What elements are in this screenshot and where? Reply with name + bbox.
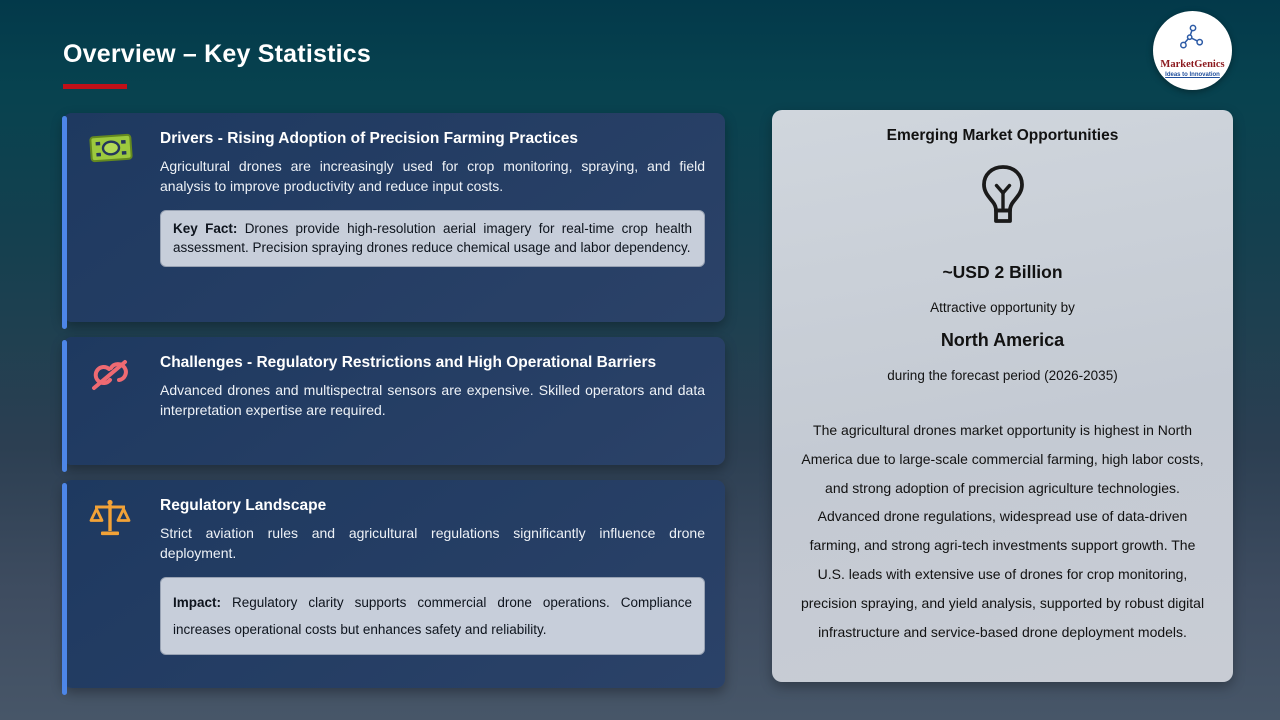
- opportunity-region: North America: [940, 330, 1065, 350]
- key-fact-label: Key Fact:: [173, 220, 238, 236]
- card-body: Agricultural drones are increasingly used for crop monitoring, spraying, and field analysis to improve productivity and reduce input costs.: [160, 158, 705, 194]
- page-title: Overview – Key Statistics: [63, 40, 371, 68]
- key-fact-box: [160, 210, 705, 267]
- impact-label: Impact:: [173, 594, 222, 610]
- card-body: Strict aviation rules and agricultural regulations significantly influence drone deployment.: [160, 525, 705, 561]
- opportunity-period: during the forecast period (2026-2035): [887, 368, 1118, 383]
- impact-text: Regulatory clarity supports commercial drone operations. Compliance increases operational costs but enhances safety and reliability.: [173, 594, 692, 637]
- title-accent-rule: [63, 84, 127, 89]
- opportunity-subtitle: Attractive opportunity by: [930, 300, 1075, 315]
- opportunity-description: The agricultural drones market opportunity is highest in North America due to large-scale commercial farming, high labor costs, and strong adoption of precision agriculture technologies. Advanced drone regulations, widespread use of data-driven farming, and strong agri-tech investments support growth. The U.S. leads with extensive use of drones for crop monitoring, precision spraying, and yield analysis, supported by robust digital infrastructure and service-based drone deployment models.: [800, 422, 1205, 640]
- impact-box: [160, 577, 705, 655]
- regulatory-card: [63, 480, 725, 688]
- logo-name: MarketGenics: [1160, 58, 1225, 70]
- opportunity-title: Emerging Market Opportunities: [886, 127, 1119, 144]
- knot-icon: [88, 354, 134, 421]
- challenges-card: [63, 337, 725, 465]
- card-title: Challenges - Regulatory Restrictions and High Operational Barriers: [160, 354, 657, 371]
- lightbulb-icon: [800, 163, 1205, 232]
- opportunity-value: ~USD 2 Billion: [942, 262, 1063, 282]
- marketgenics-logo: [1153, 11, 1232, 90]
- card-body: Advanced drones and multispectral sensors are expensive. Skilled operators and data interpretation expertise are required.: [160, 382, 705, 418]
- card-title: Drivers - Rising Adoption of Precision Farming Practices: [160, 130, 579, 147]
- card-title: Regulatory Landscape: [160, 497, 327, 514]
- drivers-card: [63, 113, 725, 322]
- opportunity-panel: [772, 110, 1233, 682]
- molecule-icon: [1178, 23, 1208, 58]
- key-fact-text: Drones provide high-resolution aerial imagery for real-time crop health assessment. Precision spraying drones reduce chemical usage and labor dependency.: [173, 220, 692, 256]
- scales-icon: [88, 497, 134, 655]
- money-icon: [88, 130, 134, 267]
- logo-tagline: Ideas to Innovation: [1165, 72, 1220, 79]
